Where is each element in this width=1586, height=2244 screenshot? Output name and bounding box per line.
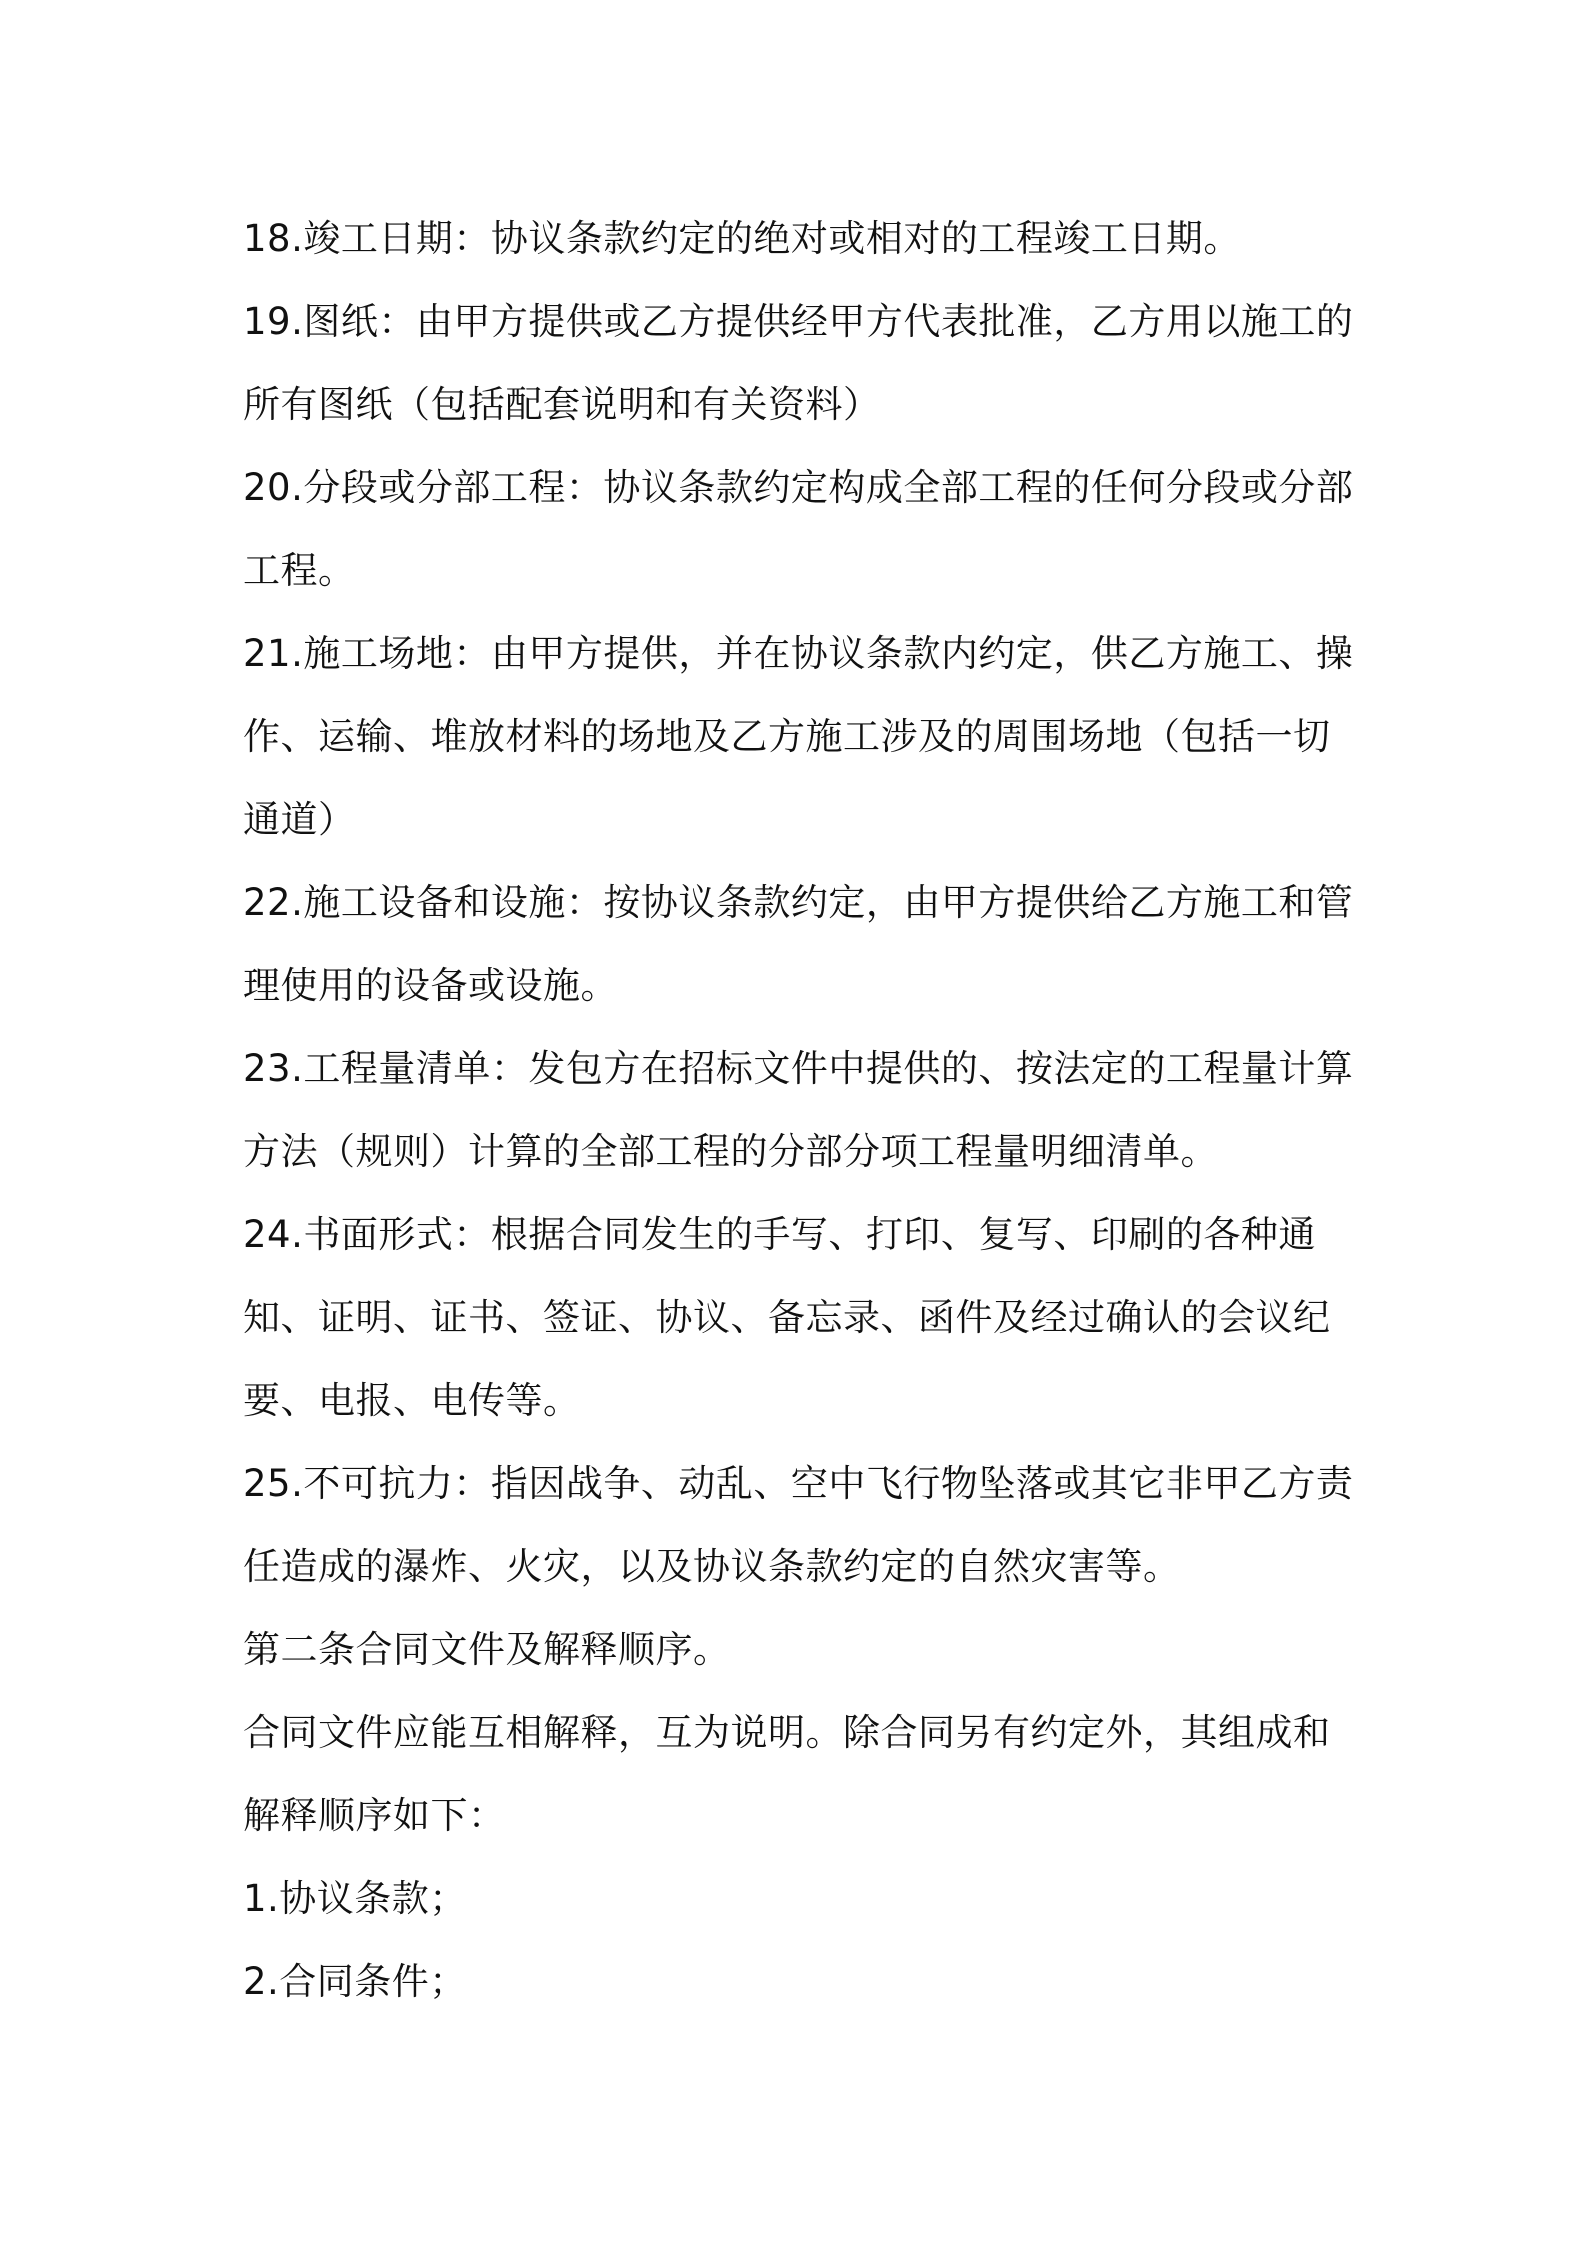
clause-19-drawings: 19.图纸：由甲方提供或乙方提供经甲方代表批准，乙方用以施工的所有图纸（包括配套说明和有关资料）: [243, 300, 1354, 426]
article-2-intro: 合同文件应能互相解释，互为说明。除合同另有约定外，其组成和解释顺序如下：: [243, 1711, 1331, 1837]
clause-24-written-form: 24.书面形式：根据合同发生的手写、打印、复写、印刷的各种通知、证明、证书、签证、协议、备忘录、函件及经过确认的会议纪要、电报、电传等。: [243, 1213, 1331, 1422]
clause-25-force-majeure: 25.不可抗力：指因战争、动乱、空中飞行物坠落或其它非甲乙方责任造成的瀑炸、火灾，以及协议条款约定的自然灾害等。: [243, 1462, 1354, 1588]
article-2-heading: 第二条合同文件及解释顺序。: [243, 1628, 731, 1671]
clause-23-bill-of-quantities: 23.工程量清单：发包方在招标文件中提供的、按法定的工程量计算方法（规则）计算的全部工程的分部分项工程量明细清单。: [243, 1047, 1354, 1173]
clause-21-construction-site: 21.施工场地：由甲方提供，并在协议条款内约定，供乙方施工、操作、运输、堆放材料的场地及乙方施工涉及的周围场地（包括一切通道）: [243, 632, 1354, 841]
order-item-1: 1.协议条款；: [243, 1877, 467, 1920]
order-item-2: 2.合同条件；: [243, 1960, 467, 2003]
clause-18-completion-date: 18.竣工日期：协议条款约定的绝对或相对的工程竣工日期。: [243, 217, 1241, 260]
clause-20-sections: 20.分段或分部工程：协议条款约定构成全部工程的任何分段或分部工程。: [243, 466, 1354, 592]
document-body: [243, 197, 1363, 2023]
clause-22-equipment-facilities: 22.施工设备和设施：按协议条款约定，由甲方提供给乙方施工和管理使用的设备或设施。: [243, 881, 1354, 1007]
